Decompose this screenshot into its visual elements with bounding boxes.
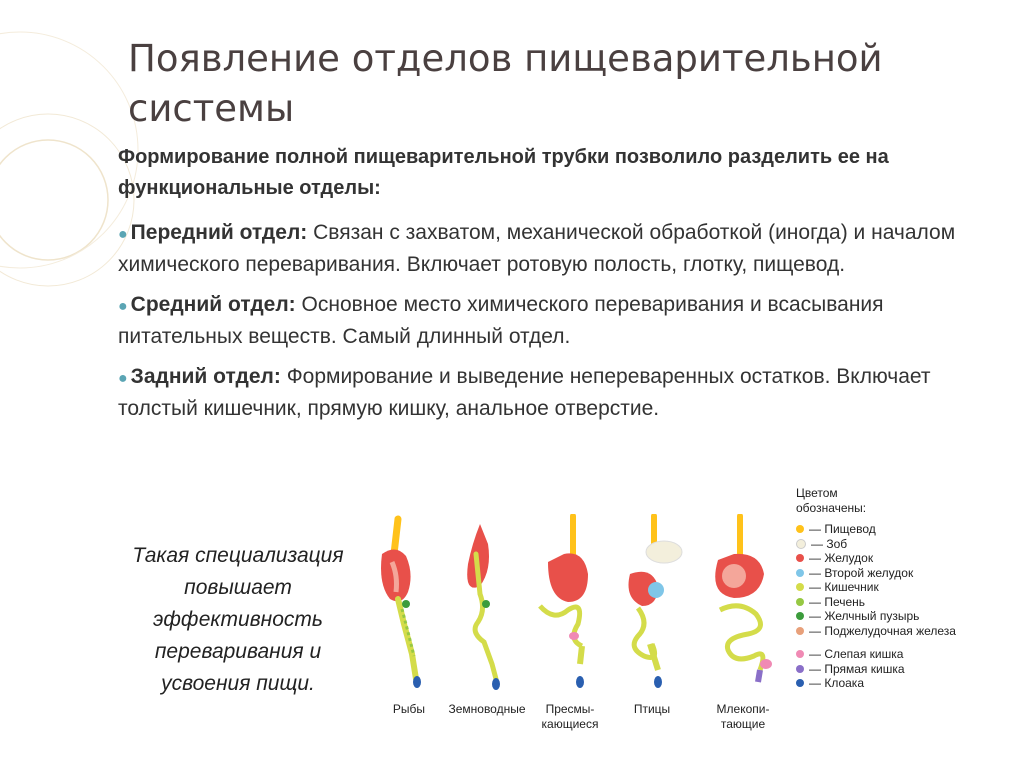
fish-digestive-system <box>381 519 421 688</box>
digestive-systems-illustration <box>368 514 788 704</box>
label-reptiles <box>538 702 602 732</box>
legend-swatch <box>796 598 804 606</box>
bullet-term: Передний отдел: <box>130 221 308 244</box>
label-mammals-line-1: Млекопи- <box>716 702 770 716</box>
bird-digestive-system <box>629 516 683 688</box>
page-title: Появление отделов пищеварительной системы <box>128 37 883 130</box>
legend-swatch <box>796 583 804 591</box>
legend-swatch <box>796 665 804 673</box>
bullet-text: Связан с захватом, механической обработкой (иногда) и началом химического переваривания. Включает ротовую полость, глотку, пищевод. <box>118 221 956 276</box>
bullet-front-section <box>118 218 978 280</box>
specialization-note: Такая специализация повышает эффективность переваривания и усвоения пищи. <box>132 544 344 695</box>
legend-label: — Кишечник <box>809 580 879 594</box>
legend-label: — Слепая кишка <box>809 647 904 661</box>
label-reptiles-line-1: Пресмы- <box>545 702 595 716</box>
bullet-dot-icon: ● <box>118 370 128 387</box>
legend-swatch <box>796 525 804 533</box>
label-amphibians: Земноводные <box>448 702 526 716</box>
legend-label: — Клоака <box>809 676 864 690</box>
legend-swatch <box>796 627 804 635</box>
legend-item <box>796 624 1016 639</box>
legend-label: — Второй желудок <box>809 565 914 580</box>
legend-label: — Поджелудочная железа <box>809 623 956 638</box>
legend-swatch <box>796 539 806 549</box>
legend-label: — Желудок <box>809 551 874 565</box>
mammal-digestive-system <box>715 516 772 682</box>
legend-label: — Прямая кишка <box>809 661 905 676</box>
label-birds: Птицы <box>633 702 671 716</box>
intro-text: Формирование полной пищеварительной трубки позволило разделить ее на функциональные отделы: <box>118 146 889 199</box>
legend-label: — Пищевод <box>809 522 876 536</box>
legend-item <box>796 647 1016 662</box>
legend-title-line-2: обозначены: <box>796 501 867 515</box>
legend-item <box>796 676 1016 691</box>
bullet-dot-icon: ● <box>118 298 128 315</box>
legend-item <box>796 580 1016 595</box>
legend-swatch <box>796 650 804 658</box>
bullet-back-section <box>118 362 978 424</box>
label-mammals-line-2: тающие <box>720 717 766 731</box>
label-reptiles-line-2: кающиеся <box>541 717 599 731</box>
bullet-term: Задний отдел: <box>130 365 281 388</box>
label-mammals <box>706 702 780 732</box>
legend-swatch <box>796 569 804 577</box>
legend-item <box>796 566 1016 581</box>
legend-label: — Желчный пузырь <box>809 609 920 623</box>
legend-item <box>796 609 1016 624</box>
legend-item <box>796 537 1016 552</box>
legend-label: — Печень <box>809 594 866 609</box>
legend-swatch <box>796 554 804 562</box>
bullet-dot-icon: ● <box>118 226 128 243</box>
legend-item <box>796 522 1016 537</box>
legend-item <box>796 595 1016 610</box>
legend-title-line-1: Цветом <box>796 486 838 500</box>
color-legend <box>796 486 1016 691</box>
bullet-middle-section <box>118 290 978 352</box>
legend-swatch <box>796 612 804 620</box>
legend-item <box>796 662 1016 677</box>
label-fish: Рыбы <box>392 702 426 716</box>
bullet-text: Формирование и выведение непереваренных остатков. Включает толстый кишечник, прямую кишку, анальное отверстие. <box>118 365 931 420</box>
bullet-term: Средний отдел: <box>130 293 296 316</box>
legend-item <box>796 551 1016 566</box>
reptile-digestive-system <box>540 516 588 688</box>
amphibian-digestive-system <box>467 524 500 690</box>
legend-swatch <box>796 679 804 687</box>
bullet-text: Основное место химического переваривания и всасывания питательных веществ. Самый длинный отдел. <box>118 293 884 348</box>
bullet-list <box>118 218 978 434</box>
legend-title <box>796 486 1016 516</box>
legend-label: — Зоб <box>811 536 848 551</box>
